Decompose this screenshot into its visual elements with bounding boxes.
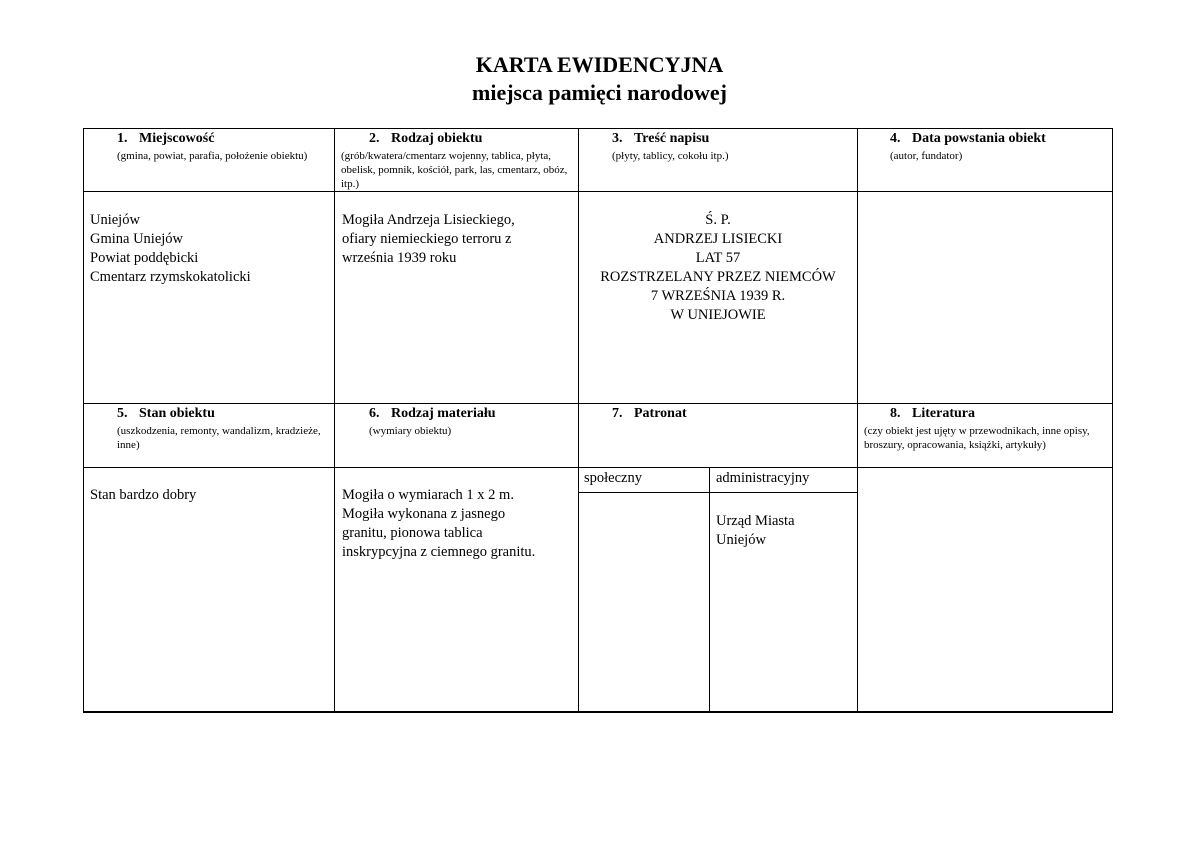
value-miejscowosc: Uniejów Gmina Uniejów Powiat poddębicki Cmentarz rzymskokatolicki xyxy=(90,212,251,285)
document-subtitle: miejsca pamięci narodowej xyxy=(472,80,727,105)
patronat-administracyjny-label: administracyjny xyxy=(716,470,810,486)
value-tresc-napisu: Ś. P. ANDRZEJ LISIECKI LAT 57 ROZSTRZELANY PRZEZ NIEMCÓW 7 WRZEŚNIA 1939 R. W UNIEJOWIE xyxy=(600,212,836,323)
patronat-administracyjny-value: Urząd Miasta Uniejów xyxy=(716,513,795,548)
value-rodzaj-materialu: Mogiła o wymiarach 1 x 2 m. Mogiła wykonana z jasnego granitu, pionowa tablica inskrypcyjna z ciemnego granitu. xyxy=(342,487,536,560)
value-rodzaj-obiektu: Mogiła Andrzeja Lisieckiego, ofiary niemieckiego terroru z września 1939 roku xyxy=(342,212,515,266)
value-stan-obiektu: Stan bardzo dobry xyxy=(90,487,197,503)
patronat-spoleczny-label: społeczny xyxy=(584,470,642,486)
document-title: KARTA EWIDENCYJNA xyxy=(475,52,724,77)
